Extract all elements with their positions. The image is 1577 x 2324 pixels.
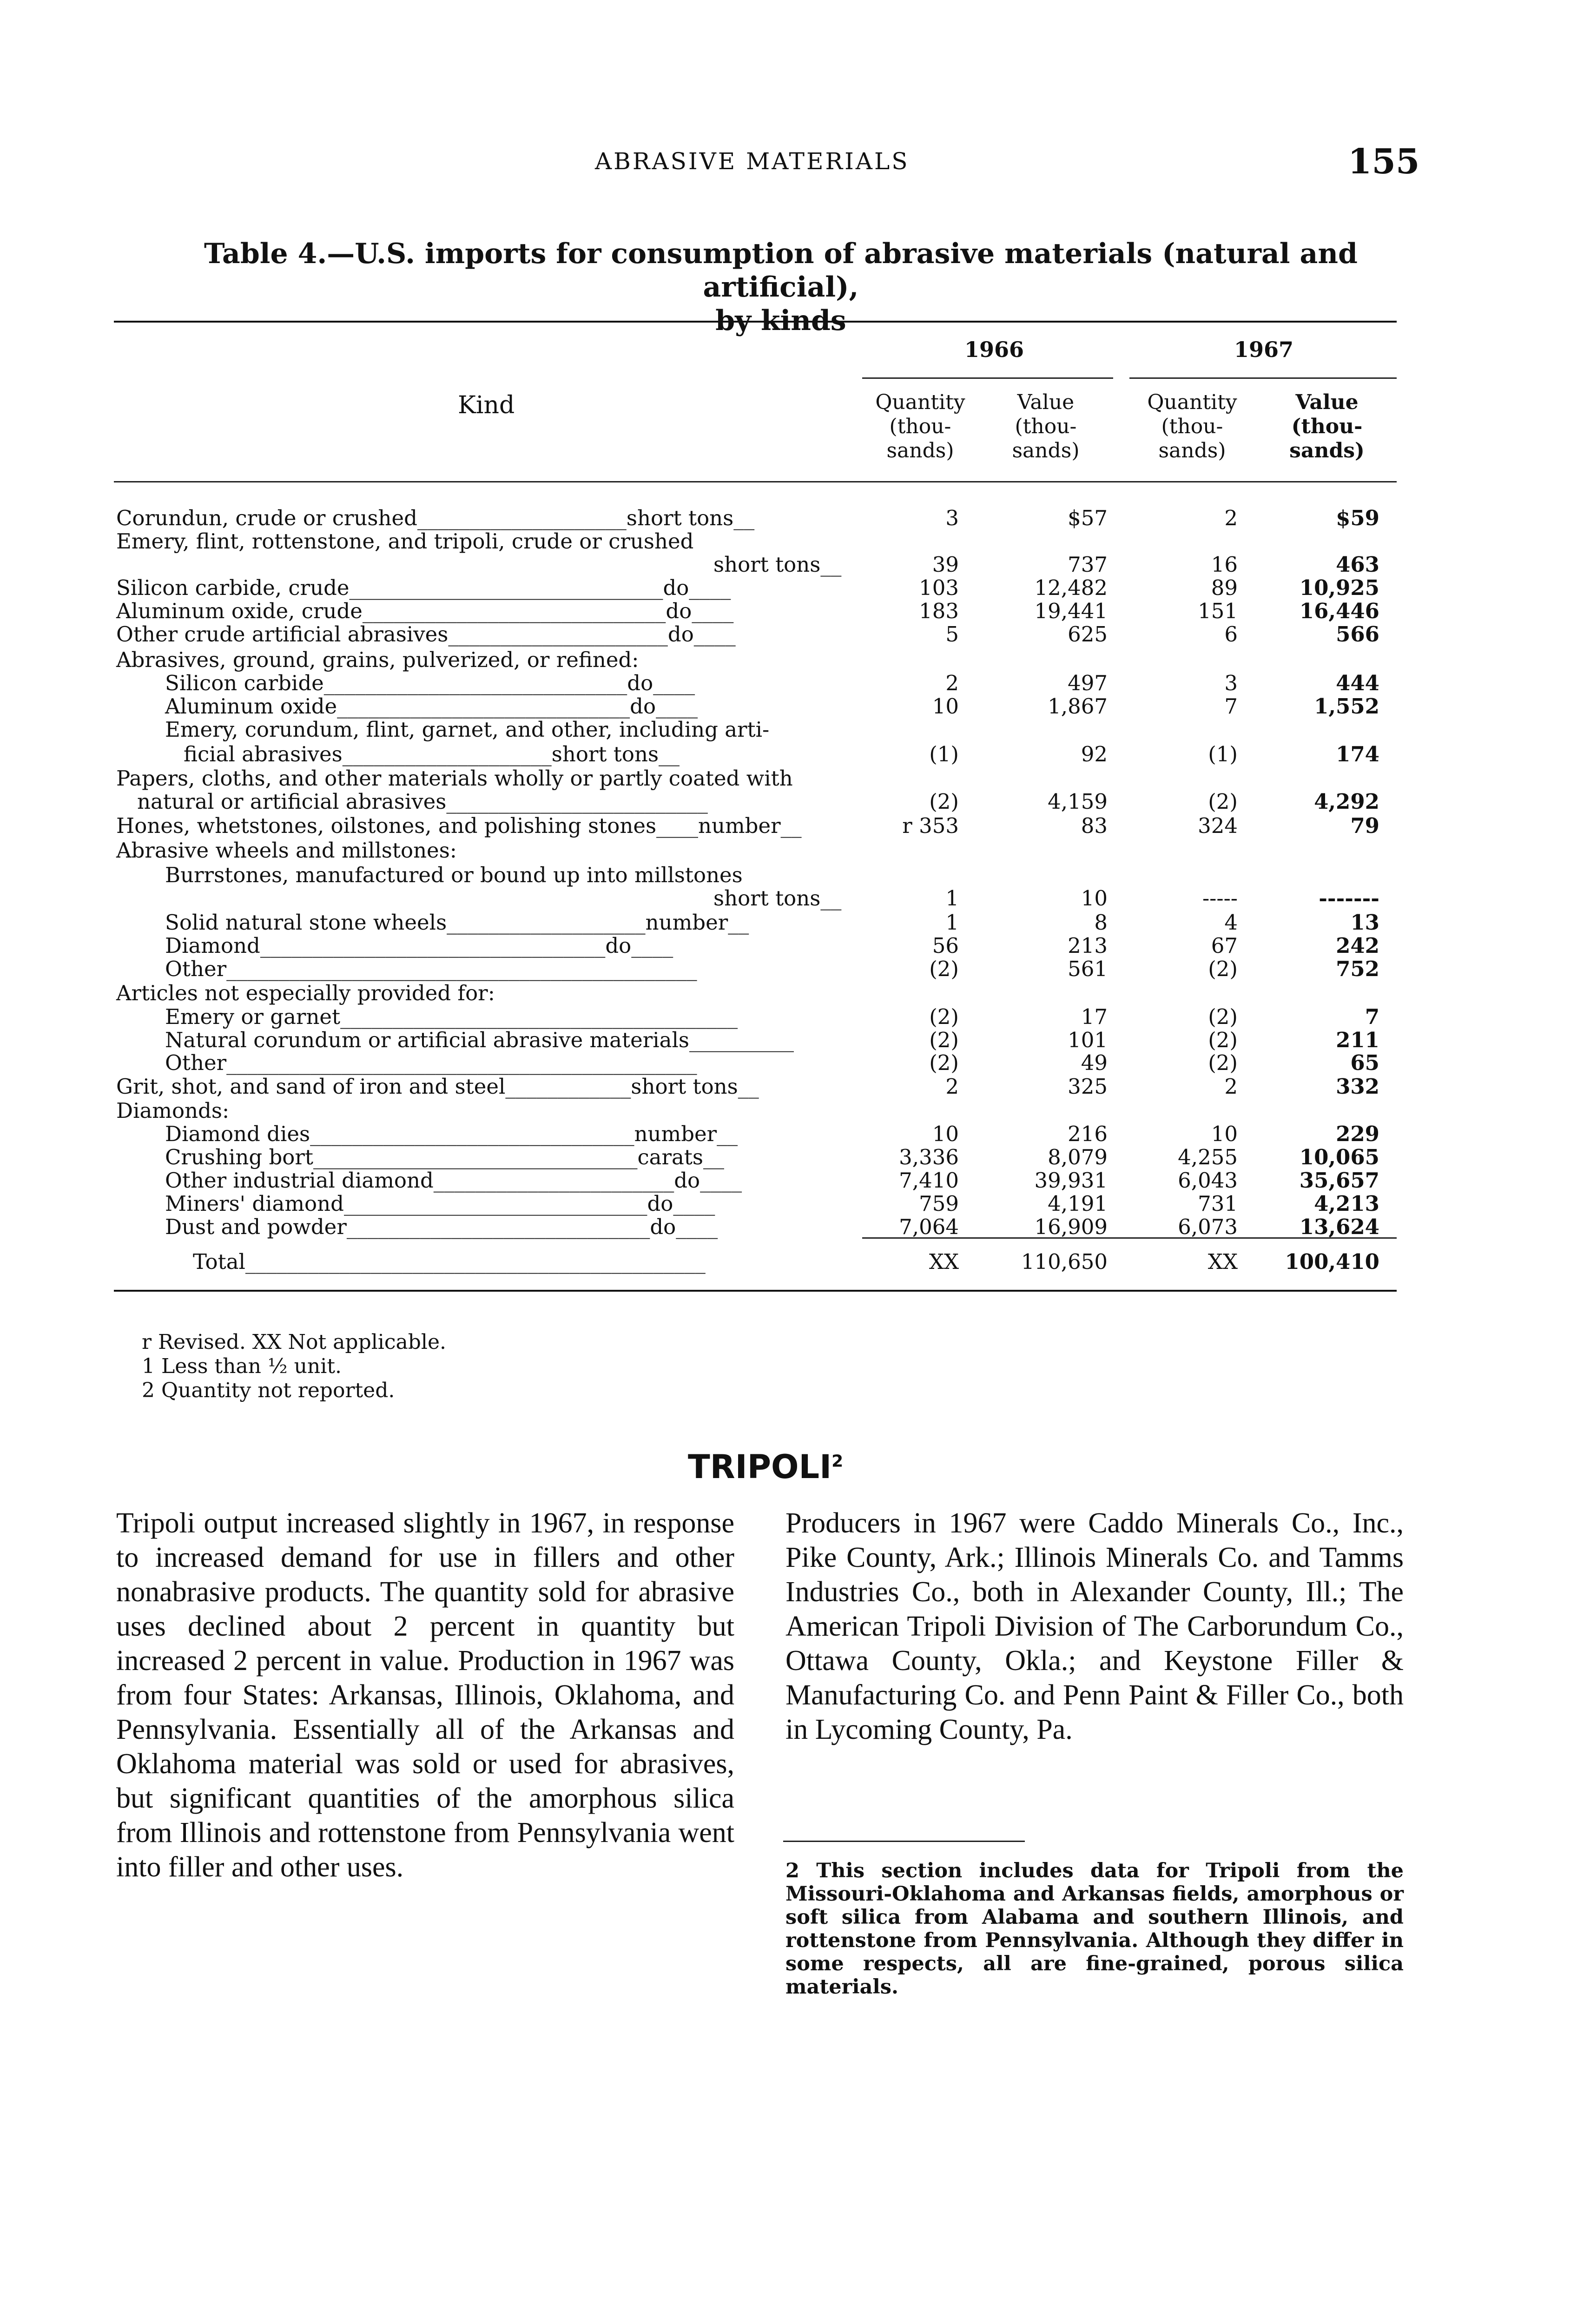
subhead-quantity-1967: Quantity (thou- sands) bbox=[1147, 390, 1237, 462]
cell-v2: 174 bbox=[1336, 742, 1379, 766]
row-label: Miners' diamond_____________________________do____ bbox=[165, 1191, 715, 1216]
row-label: Grit, shot, and sand of iron and steel____________short tons__ bbox=[116, 1074, 759, 1099]
table-row bbox=[0, 695, 1577, 718]
row-label: Aluminum oxide, crude_____________________________do____ bbox=[116, 599, 734, 623]
row-label: Emery or garnet______________________________________ bbox=[165, 1004, 738, 1029]
total-value-1967: 100,410 bbox=[1285, 1249, 1379, 1274]
cell-v2: ------- bbox=[1319, 886, 1379, 911]
cell-q2: 4 bbox=[1224, 910, 1238, 935]
table-row bbox=[0, 911, 1577, 934]
cell-v1: 325 bbox=[1068, 1074, 1108, 1099]
cell-v1: 92 bbox=[1081, 742, 1108, 766]
table-row bbox=[0, 1122, 1577, 1146]
cell-q2: (2) bbox=[1208, 789, 1238, 814]
cell-v2: 463 bbox=[1336, 552, 1379, 577]
table-row bbox=[0, 1099, 1577, 1122]
cell-q1: 10 bbox=[932, 694, 959, 719]
table-footnotes bbox=[142, 1330, 446, 1403]
table-row bbox=[0, 934, 1577, 957]
row-label: Emery, corundum, flint, garnet, and other, including arti- bbox=[165, 717, 770, 742]
row-label: Diamond_________________________________do____ bbox=[165, 933, 673, 958]
table-row bbox=[0, 1075, 1577, 1098]
row-label: ficial abrasives____________________short tons__ bbox=[184, 742, 680, 766]
footnote-revised: r Revised. XX Not applicable. bbox=[142, 1330, 447, 1354]
table-row bbox=[0, 576, 1577, 600]
cell-v2: 229 bbox=[1336, 1122, 1379, 1146]
table-row bbox=[0, 1005, 1577, 1029]
table-row bbox=[0, 767, 1577, 790]
cell-q1: 5 bbox=[945, 622, 959, 647]
cell-q1: 103 bbox=[919, 575, 959, 600]
cell-v2: 10,065 bbox=[1299, 1145, 1379, 1169]
section-heading-note: 2 bbox=[831, 1452, 844, 1471]
table-row bbox=[0, 957, 1577, 981]
row-label: Corundun, crude or crushed____________________short tons__ bbox=[116, 506, 755, 530]
cell-q2: 10 bbox=[1211, 1122, 1238, 1146]
subhead-quantity-1966: Quantity (thou- sands) bbox=[875, 390, 965, 462]
cell-v2: 16,446 bbox=[1299, 599, 1379, 623]
cell-v2: 13,624 bbox=[1299, 1215, 1379, 1239]
cell-q1: 2 bbox=[945, 671, 959, 695]
cell-v2: 566 bbox=[1336, 622, 1379, 647]
subhead-value-1966: Value (thou- sands) bbox=[1012, 390, 1080, 462]
cell-v1: 4,159 bbox=[1048, 789, 1108, 814]
cell-q2: 6 bbox=[1224, 622, 1238, 647]
running-head: ABRASIVE MATERIALS bbox=[595, 148, 910, 175]
cell-q2: 2 bbox=[1224, 1074, 1238, 1099]
row-label: Diamond dies_______________________________number__ bbox=[165, 1122, 738, 1146]
row-label: Emery, flint, rottenstone, and tripoli, crude or crushed bbox=[116, 529, 694, 554]
cell-q2: 16 bbox=[1211, 552, 1238, 577]
cell-q2: 7 bbox=[1224, 694, 1238, 719]
table-top-rule bbox=[114, 321, 1397, 323]
cell-v1: 16,909 bbox=[1034, 1215, 1108, 1239]
row-label: Abrasives, ground, grains, pulverized, or refined: bbox=[116, 647, 639, 672]
cell-q2: 89 bbox=[1211, 575, 1238, 600]
table-row bbox=[0, 1051, 1577, 1075]
row-label: Hones, whetstones, oilstones, and polishing stones____number__ bbox=[116, 813, 802, 838]
row-label: short tons__ bbox=[713, 886, 842, 911]
total-quantity-1967: XX bbox=[1207, 1249, 1238, 1274]
table-row bbox=[0, 530, 1577, 553]
table-row bbox=[0, 648, 1577, 672]
row-label: Dust and powder_____________________________do____ bbox=[165, 1215, 718, 1239]
cell-v2: 79 bbox=[1350, 813, 1379, 838]
cell-v2: 444 bbox=[1336, 671, 1379, 695]
row-label: Other_____________________________________________ bbox=[165, 1050, 697, 1075]
cell-q2: (2) bbox=[1208, 1028, 1238, 1052]
cell-v2: 752 bbox=[1336, 957, 1379, 981]
cell-q2: 3 bbox=[1224, 671, 1238, 695]
table-row bbox=[0, 743, 1577, 766]
cell-q1: 56 bbox=[932, 933, 959, 958]
cell-q2: 6,043 bbox=[1178, 1168, 1238, 1193]
table-row bbox=[0, 1192, 1577, 1215]
row-label: short tons__ bbox=[713, 552, 842, 577]
cell-v2: 242 bbox=[1336, 933, 1379, 958]
table-row bbox=[0, 1029, 1577, 1052]
cell-q1: 3,336 bbox=[899, 1145, 959, 1169]
row-label: Crushing bort_______________________________carats__ bbox=[165, 1145, 725, 1169]
body-right-column: Producers in 1967 were Caddo Minerals Co., Inc., Pike County, Ark.; Illinois Minerals Co. and Tamms Industries Co., both in Alexander County, Ill.; The American Tripoli Division of The Carborundum Co., Ottawa County, Okla.; and Keystone Filler & Manufacturing Co. and Penn Paint & Filler Co., both in Lycoming County, Pa. bbox=[785, 1507, 1404, 1745]
row-label: Burrstones, manufactured or bound up into millstones bbox=[165, 863, 743, 887]
row-label: Articles not especially provided for: bbox=[116, 981, 495, 1005]
cell-q2: ----- bbox=[1202, 886, 1238, 911]
row-label: Abrasive wheels and millstones: bbox=[116, 838, 457, 863]
page-number: 155 bbox=[1348, 142, 1420, 182]
table-row bbox=[0, 887, 1577, 910]
cell-q1: (2) bbox=[929, 1004, 959, 1029]
row-label: Silicon carbide_____________________________do____ bbox=[165, 671, 695, 695]
table-row bbox=[0, 623, 1577, 646]
total-row bbox=[0, 1250, 1577, 1274]
row-label: Diamonds: bbox=[116, 1098, 230, 1123]
cell-v2: $59 bbox=[1336, 506, 1379, 530]
row-label: Other crude artificial abrasives_____________________do____ bbox=[116, 622, 736, 647]
cell-q2: 324 bbox=[1198, 813, 1238, 838]
cell-q1: (2) bbox=[929, 1028, 959, 1052]
cell-q2: (1) bbox=[1208, 742, 1238, 766]
cell-v1: 625 bbox=[1068, 622, 1108, 647]
cell-v1: 737 bbox=[1068, 552, 1108, 577]
cell-v2: 35,657 bbox=[1299, 1168, 1379, 1193]
cell-q1: 2 bbox=[945, 1074, 959, 1099]
cell-v1: 10 bbox=[1081, 886, 1108, 911]
cell-v1: 497 bbox=[1068, 671, 1108, 695]
row-label: Other industrial diamond_______________________do____ bbox=[165, 1168, 742, 1193]
cell-q1: 1 bbox=[945, 910, 959, 935]
cell-v1: 213 bbox=[1068, 933, 1108, 958]
cell-q2: 6,073 bbox=[1178, 1215, 1238, 1239]
body-left-column: Tripoli output increased slightly in 1967, in response to increased demand for use in fillers and other nonabrasive products. The quantity sold for abrasive uses declined about 2 percent in quantity but increased 2 percent in value. Production in 1967 was from four States: Arkansas, Illinois, Oklahoma, and Pennsylvania. Essentially all of the Arkansas and Oklahoma material was sold or used for abrasives, but significant quantities of the amorphous silica from Illinois and rottenstone from Pennsylvania went into filler and other uses. bbox=[116, 1507, 734, 1883]
cell-q2: (2) bbox=[1208, 1004, 1238, 1029]
table-row bbox=[0, 553, 1577, 576]
year-1967-rule bbox=[1129, 377, 1397, 379]
cell-v2: 10,925 bbox=[1299, 575, 1379, 600]
cell-v1: $57 bbox=[1068, 506, 1108, 530]
cell-q1: 39 bbox=[932, 552, 959, 577]
cell-v2: 332 bbox=[1336, 1074, 1379, 1099]
year-1966-rule bbox=[862, 377, 1113, 379]
cell-q2: (2) bbox=[1208, 957, 1238, 981]
cell-v2: 7 bbox=[1365, 1004, 1379, 1029]
table-row bbox=[0, 839, 1577, 862]
total-top-rule bbox=[862, 1237, 1397, 1239]
cell-q1: (2) bbox=[929, 1050, 959, 1075]
section-footnote: 2 This section includes data for Tripoli from the Missouri-Oklahoma and Arkansas fields, amorphous or soft silica from Alabama and southern Illinois, and rottenstone from Pennsylvania. Although they differ in some respects, all are fine-grained, porous silica materials. bbox=[785, 1859, 1404, 1999]
section-title: TRIPOLI bbox=[688, 1448, 832, 1486]
subhead-value-1967: Value (thou- sands) bbox=[1289, 390, 1365, 462]
cell-v1: 216 bbox=[1068, 1122, 1108, 1146]
table-row bbox=[0, 672, 1577, 695]
year-1967: 1967 bbox=[1234, 337, 1294, 362]
cell-q2: 151 bbox=[1198, 599, 1238, 623]
table-row bbox=[0, 982, 1577, 1005]
cell-v1: 12,482 bbox=[1034, 575, 1108, 600]
cell-q1: r 353 bbox=[902, 813, 959, 838]
row-label: Other_____________________________________________ bbox=[165, 957, 697, 981]
table-row bbox=[0, 1215, 1577, 1239]
cell-v1: 17 bbox=[1081, 1004, 1108, 1029]
cell-v2: 1,552 bbox=[1314, 694, 1379, 719]
total-quantity-1966: XX bbox=[929, 1249, 959, 1274]
table-row bbox=[0, 790, 1577, 813]
cell-q1: 3 bbox=[945, 506, 959, 530]
cell-q1: 1 bbox=[945, 886, 959, 911]
cell-v2: 65 bbox=[1350, 1050, 1379, 1075]
row-label: Aluminum oxide____________________________do____ bbox=[165, 694, 698, 719]
cell-v1: 1,867 bbox=[1048, 694, 1108, 719]
cell-v1: 49 bbox=[1081, 1050, 1108, 1075]
table-title-line-1: Table 4.—U.S. imports for consumption of abrasive materials (natural and artificial), bbox=[204, 238, 1358, 304]
year-1966: 1966 bbox=[964, 337, 1024, 362]
cell-v2: 211 bbox=[1336, 1028, 1379, 1052]
table-row bbox=[0, 1169, 1577, 1192]
table-title-line-2: by kinds bbox=[715, 304, 846, 337]
total-label: Total____________________________________________ bbox=[193, 1249, 706, 1274]
row-label: Papers, cloths, and other materials wholly or partly coated with bbox=[116, 766, 793, 791]
cell-v1: 39,931 bbox=[1034, 1168, 1108, 1193]
footnote-rule bbox=[783, 1841, 1025, 1842]
cell-v1: 19,441 bbox=[1034, 599, 1108, 623]
table-row bbox=[0, 814, 1577, 838]
footnote-1: 1 Less than ½ unit. bbox=[142, 1354, 342, 1378]
table-row bbox=[0, 1146, 1577, 1169]
table-row bbox=[0, 600, 1577, 623]
cell-q1: 759 bbox=[919, 1191, 959, 1216]
cell-q2: 67 bbox=[1211, 933, 1238, 958]
row-label: Natural corundum or artificial abrasive materials__________ bbox=[165, 1028, 794, 1052]
table-bottom-rule bbox=[114, 1290, 1397, 1292]
cell-q1: (1) bbox=[929, 742, 959, 766]
cell-q1: 7,064 bbox=[899, 1215, 959, 1239]
cell-q1: (2) bbox=[929, 789, 959, 814]
table-row bbox=[0, 718, 1577, 741]
table-row bbox=[0, 864, 1577, 887]
cell-v1: 561 bbox=[1068, 957, 1108, 981]
cell-q2: (2) bbox=[1208, 1050, 1238, 1075]
table-row bbox=[0, 507, 1577, 530]
cell-v2: 13 bbox=[1350, 910, 1379, 935]
cell-v1: 8,079 bbox=[1048, 1145, 1108, 1169]
cell-q2: 731 bbox=[1198, 1191, 1238, 1216]
row-label: Silicon carbide, crude______________________________do____ bbox=[116, 575, 731, 600]
cell-v1: 101 bbox=[1068, 1028, 1108, 1052]
cell-v1: 8 bbox=[1094, 910, 1108, 935]
cell-v1: 83 bbox=[1081, 813, 1108, 838]
cell-q1: (2) bbox=[929, 957, 959, 981]
total-value-1966: 110,650 bbox=[1021, 1249, 1108, 1274]
cell-q2: 4,255 bbox=[1178, 1145, 1238, 1169]
header-bottom-rule bbox=[114, 481, 1397, 482]
cell-q1: 10 bbox=[932, 1122, 959, 1146]
cell-v1: 4,191 bbox=[1048, 1191, 1108, 1216]
cell-q2: 2 bbox=[1224, 506, 1238, 530]
row-label: Solid natural stone wheels___________________number__ bbox=[165, 910, 749, 935]
cell-q1: 183 bbox=[919, 599, 959, 623]
row-label: natural or artificial abrasives_________________________ bbox=[137, 789, 708, 814]
footnote-2: 2 Quantity not reported. bbox=[142, 1379, 395, 1402]
kind-header: Kind bbox=[458, 391, 515, 419]
section-heading bbox=[688, 1448, 843, 1486]
cell-v2: 4,292 bbox=[1314, 789, 1379, 814]
cell-q1: 7,410 bbox=[899, 1168, 959, 1193]
cell-v2: 4,213 bbox=[1314, 1191, 1379, 1216]
